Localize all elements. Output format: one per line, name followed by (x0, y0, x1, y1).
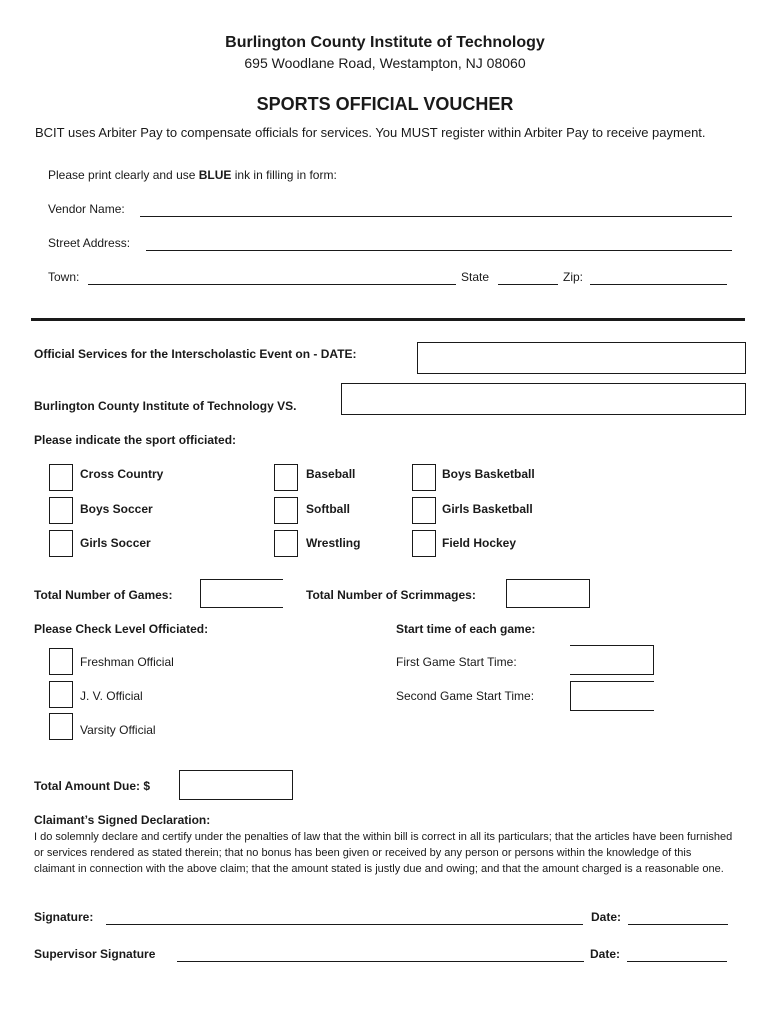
amount-input[interactable] (179, 770, 293, 800)
level-prompt: Please Check Level Officiated: (34, 622, 209, 636)
sport-label-baseball: Baseball (306, 467, 356, 481)
zip-label: Zip: (563, 270, 584, 284)
signature-date-field[interactable] (628, 924, 728, 925)
vendor-name-field[interactable] (140, 216, 732, 217)
second-start-label: Second Game Start Time: (396, 689, 535, 703)
second-start-input[interactable] (570, 681, 654, 711)
event-date-label: Official Services for the Interscholastic Event on - DATE: (34, 347, 357, 361)
checkbox-varsity[interactable] (49, 713, 73, 740)
zip-field[interactable] (590, 284, 727, 285)
supervisor-date-field[interactable] (627, 961, 727, 962)
level-label-varsity: Varsity Official (80, 723, 156, 737)
sport-label-girls-soccer: Girls Soccer (80, 536, 151, 550)
start-time-prompt: Start time of each game: (396, 622, 536, 636)
checkbox-cross-country[interactable] (49, 464, 73, 491)
sport-label-field-hockey: Field Hockey (442, 536, 517, 550)
instructions-prefix: Please print clearly and use (48, 168, 199, 182)
level-label-freshman: Freshman Official (80, 655, 174, 669)
town-field[interactable] (88, 284, 456, 285)
checkbox-baseball[interactable] (274, 464, 298, 491)
total-games-input[interactable] (200, 579, 283, 608)
sport-label-girls-basketball: Girls Basketball (442, 502, 533, 516)
signature-label: Signature: (34, 910, 94, 924)
checkbox-boys-basketball[interactable] (412, 464, 436, 491)
checkbox-freshman[interactable] (49, 648, 73, 675)
state-field[interactable] (498, 284, 558, 285)
opponent-label: Burlington County Institute of Technology VS. (34, 399, 297, 413)
checkbox-softball[interactable] (274, 497, 298, 524)
first-start-input[interactable] (570, 645, 654, 675)
institution-name: Burlington County Institute of Technology (225, 34, 545, 51)
first-start-label: First Game Start Time: (396, 655, 517, 669)
sport-label-cross-country: Cross Country (80, 467, 164, 481)
total-scrimmages-label: Total Number of Scrimmages: (306, 588, 476, 602)
sport-label-boys-basketball: Boys Basketball (442, 467, 535, 481)
total-scrimmages-input[interactable] (506, 579, 590, 608)
checkbox-girls-soccer[interactable] (49, 530, 73, 557)
vendor-name-label: Vendor Name: (48, 202, 125, 216)
section-divider (31, 318, 745, 321)
signature-date-label: Date: (591, 910, 622, 924)
checkbox-jv[interactable] (49, 681, 73, 708)
checkbox-field-hockey[interactable] (412, 530, 436, 557)
street-address-label: Street Address: (48, 236, 131, 250)
sport-label-boys-soccer: Boys Soccer (80, 502, 153, 516)
intro-text: BCIT uses Arbiter Pay to compensate officials for services. You MUST register within Arbiter Pay to receive payment. (35, 125, 706, 140)
supervisor-date-label: Date: (590, 947, 621, 961)
sport-label-softball: Softball (306, 502, 350, 516)
state-label: State (461, 270, 490, 284)
supervisor-signature-field[interactable] (177, 961, 584, 962)
event-date-input[interactable] (417, 342, 746, 374)
instructions-suffix: ink in filling in form: (231, 168, 337, 182)
total-games-label: Total Number of Games: (34, 588, 173, 602)
supervisor-signature-label: Supervisor Signature (34, 947, 156, 961)
level-label-jv: J. V. Official (80, 689, 143, 703)
amount-label: Total Amount Due: $ (34, 779, 150, 793)
declaration-heading: Claimant’s Signed Declaration: (34, 813, 211, 827)
checkbox-boys-soccer[interactable] (49, 497, 73, 524)
institution-address: 695 Woodlane Road, Westampton, NJ 08060 (244, 55, 526, 71)
checkbox-wrestling[interactable] (274, 530, 298, 557)
page-title: SPORTS OFFICIAL VOUCHER (256, 94, 514, 114)
declaration-text: I do solemnly declare and certify under the penalties of law that the within bill is correct in all its particulars; that the articles have been furnished or services rendered as stated therein; that no bonus has been given or received by any person or persons within the knowledge of this claimant in connection with the above claim; that the amount stated is justly due and owing; and that the amount charged is a reasonable one. (34, 831, 733, 875)
street-address-field[interactable] (146, 250, 732, 251)
signature-field[interactable] (106, 924, 583, 925)
instructions-emphasis: BLUE (198, 168, 232, 182)
sport-label-wrestling: Wrestling (306, 536, 361, 550)
instructions (48, 168, 337, 182)
opponent-input[interactable] (341, 383, 746, 415)
town-label: Town: (48, 270, 80, 284)
sport-prompt: Please indicate the sport officiated: (34, 433, 237, 447)
checkbox-girls-basketball[interactable] (412, 497, 436, 524)
